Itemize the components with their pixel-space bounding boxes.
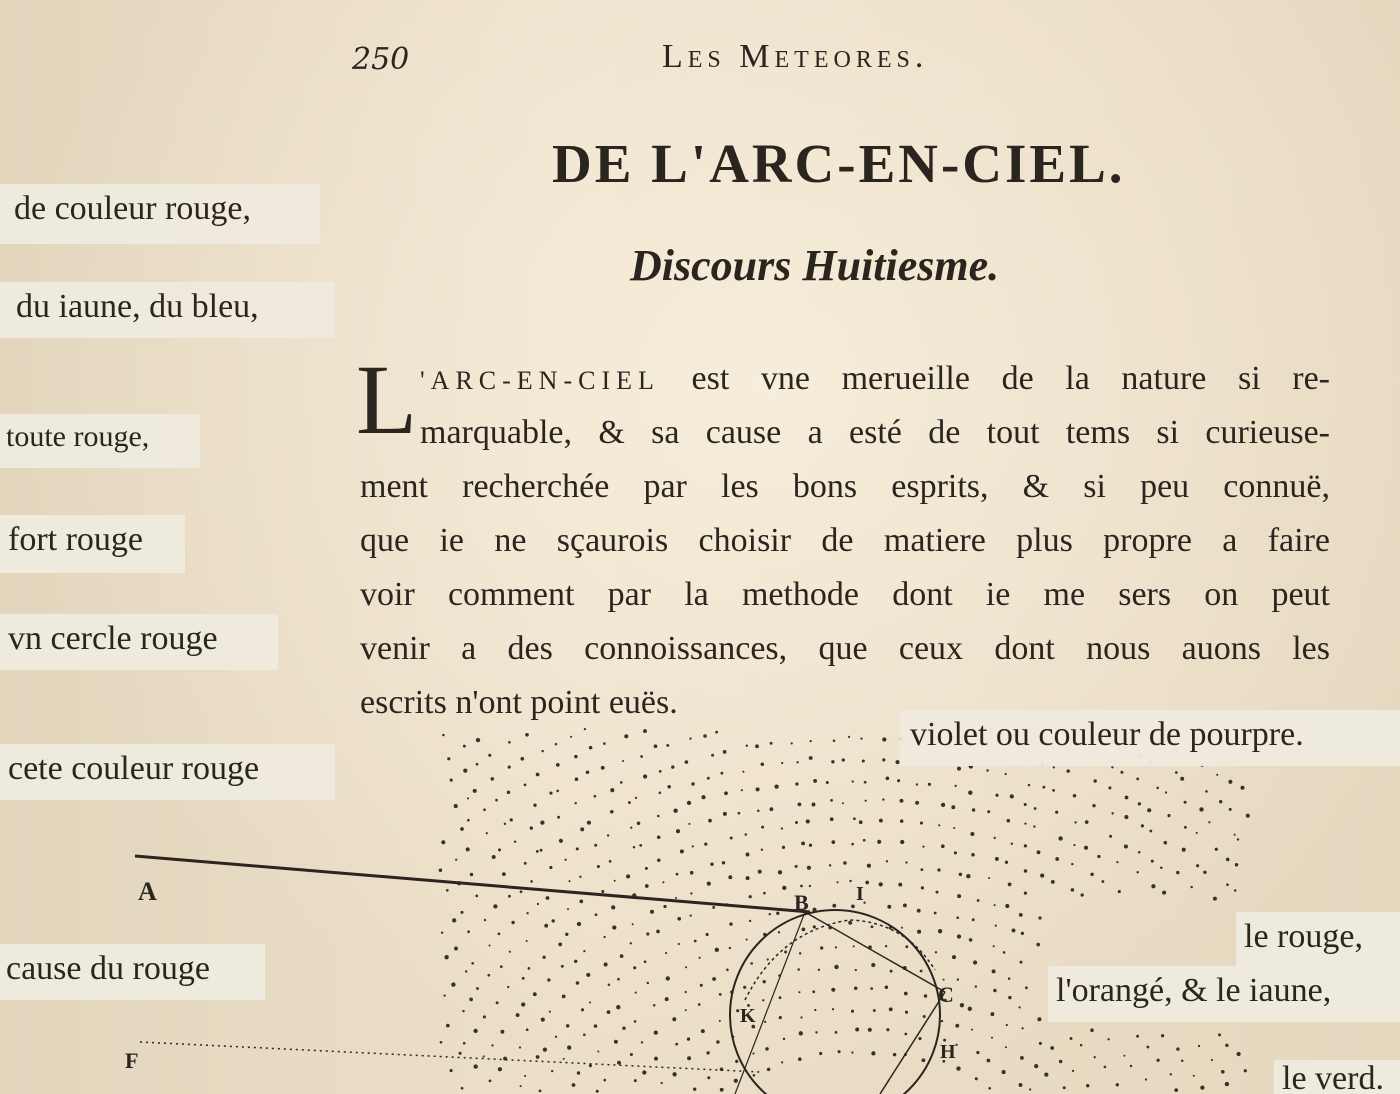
diagram-letter-a: A (138, 877, 157, 906)
diagram-letter-h: H (940, 1041, 956, 1063)
label-toute-rouge: toute rouge, (0, 414, 200, 468)
body-line: escrits n'ont point euës. (360, 684, 678, 721)
label-de-couleur-rouge: de couleur rouge, (0, 184, 320, 244)
body-line-smallcaps: 'ARC-EN-CIEL (420, 366, 660, 395)
body-line: voir comment par la methode dont ie me sers on peut (360, 576, 1330, 613)
label-cause-du-rouge: cause du rouge (0, 944, 265, 1000)
label-violet-ou-couleur-de-pourpre: violet ou couleur de pourpre. (900, 710, 1400, 766)
label-du-iaune-du-bleu: du iaune, du bleu, (0, 282, 335, 338)
page-number: 250 (352, 42, 410, 77)
drop-cap: L (356, 344, 418, 455)
body-paragraph (360, 352, 1330, 730)
diagram-letter-i: I (856, 883, 864, 905)
body-line (360, 352, 1330, 406)
chapter-subtitle: Discours Huitiesme. (630, 241, 1000, 290)
droplet-circle (730, 910, 940, 1094)
diagram-letter-k: K (740, 1005, 756, 1027)
ray-line-bk (735, 912, 805, 1094)
ray-line-f (140, 1042, 760, 1072)
diagram-letter-b: B (794, 890, 809, 915)
body-line: venir a des connoissances, que ceux dont nous auons les (360, 630, 1330, 667)
label-vn-cercle-rouge: vn cercle rouge (0, 614, 278, 670)
body-line: ment recherchée par les bons esprits, & si peu connuë, (360, 468, 1330, 505)
label-le-verd: le verd. (1274, 1060, 1400, 1094)
diagram-letter-c: C (938, 982, 954, 1007)
label-fort-rouge: fort rouge (0, 515, 185, 573)
diagram-letter-f: F (125, 1048, 139, 1073)
body-line: marquable, & sa cause a esté de tout tems si curieuse- (420, 414, 1330, 451)
label-le-rouge: le rouge, (1236, 912, 1400, 968)
label-lorange-le-iaune: l'orangé, & le iaune, (1048, 966, 1400, 1022)
running-head: Les Meteores. (662, 38, 929, 75)
body-line: que ie ne sçaurois choisir de matiere plus propre a faire (360, 522, 1330, 559)
label-cete-couleur-rouge: cete couleur rouge (0, 744, 335, 800)
chapter-title: DE L'ARC-EN-CIEL. (552, 133, 1126, 194)
body-line-text: est vne merueille de la nature si re- (659, 360, 1330, 397)
